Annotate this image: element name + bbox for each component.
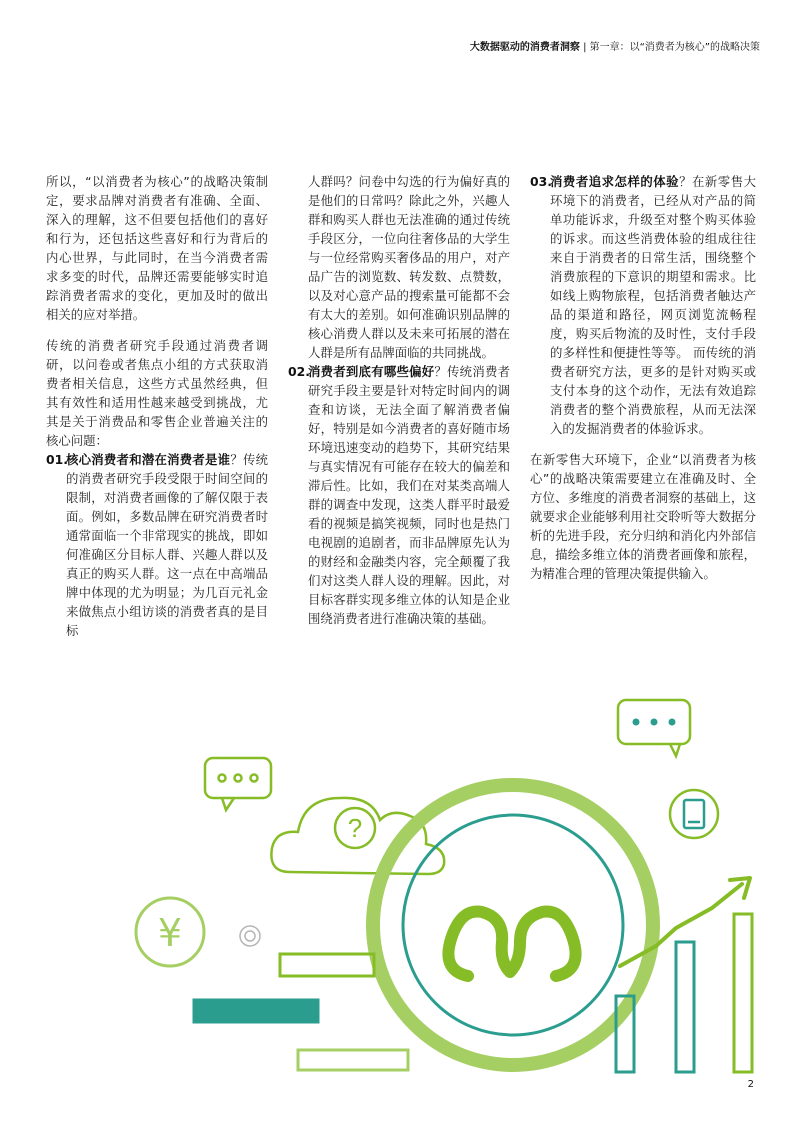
page-header bbox=[470, 38, 760, 53]
column-1 bbox=[46, 172, 268, 640]
item-number: 01. bbox=[46, 452, 68, 467]
paragraph-conclusion: 在新零售大环境下，企业“以消费者为核心”的战略决策需要建立在准确及时、全方位、多维度的消费者洞察的基础上，这就要求企业能够利用社交聆听等大数据分析的先进手段，充分归纳和消化内外部信息，描绘多维立体的消费者画像和旅程，为精准合理的管理决策提供输入。 bbox=[530, 452, 756, 581]
target-icon bbox=[240, 926, 260, 946]
currency-icon bbox=[136, 898, 204, 966]
column-2 bbox=[288, 172, 510, 628]
header-report-title: 大数据驱动的消费者洞察 bbox=[469, 42, 580, 53]
paragraph-intro: 所以，“以消费者为核心”的战略决策制定，要求品牌对消费者有准确、全面、深入的理解，这不但要包括他们的喜好和行为，还包括这些喜好和行为背后的内心世界，与此同时，在当今消费者需求多变的时代，品牌还需要能够实时追踪消费者需求的变化，更加及时的做出相关的应对举措。 bbox=[46, 174, 268, 322]
paragraph-continued: 人群吗？问卷中勾选的行为偏好真的是他们的日常吗？除此之外，兴趣人群和购买人群也无法准确的通过传统手段区分，一位向往奢侈品的大学生与一位经常购买奢侈品的用户，对产品广告的浏览数、转发数、点赞数，以及对心意产品的搜索量可能都不会有太大的差别。如何准确识别品牌的核心消费人群以及未来可拓展的潜在人群是所有品牌面临的共同挑战。 bbox=[308, 174, 510, 360]
column-3 bbox=[530, 172, 756, 595]
item-heading: 核心消费者和潜在消费者是谁 bbox=[66, 452, 231, 467]
message-bubble-icon bbox=[618, 700, 690, 756]
item-body: ？传统消费者研究手段主要是针对特定时间内的调查和访谈，无法全面了解消费者偏好，特别是如今消费者的喜好随市场环境迅速变动的趋势下，其研究结果与真实情况有可能存在较大的偏差和滞后性。比如，我们在对某类高端人群的调查中发现，这类人群平时最爱看的视频是搞笑视频，同时也是热门电视剧的追剧者，而非品牌原先认为的财经和金融类内容，完全颠覆了我们对这类人群人设的理解。因此，对目标客群实现多维立体的认知是企业围绕消费者进行准确决策的基础。 bbox=[308, 364, 510, 626]
item-heading: 消费者到底有哪些偏好 bbox=[308, 364, 435, 379]
paragraph-traditional-research: 传统的消费者研究手段通过消费者调研，以问卷或者焦点小组的方式获取消费者相关信息，这些方式虽然经典，但其有效性和适用性越来越受到挑战，尤其是关于消费品和零售企业普遍关注的核心问题： bbox=[46, 338, 268, 448]
question-mark: ? bbox=[347, 813, 363, 843]
yen-symbol: ¥ bbox=[157, 911, 183, 955]
chat-bubble-icon bbox=[205, 758, 271, 810]
header-chapter: 第一章：以“消费者为核心”的战略决策 bbox=[589, 42, 760, 53]
item-number: 03. bbox=[530, 174, 552, 189]
header-separator: | bbox=[579, 42, 590, 53]
tablet-icon bbox=[670, 790, 718, 838]
consumer-insight-illustration bbox=[0, 680, 800, 1100]
item-number: 02. bbox=[288, 364, 310, 379]
list-item-03 bbox=[530, 172, 756, 438]
item-body: ？在新零售大环境下的消费者，已经从对产品的简单功能诉求，升级至对整个购买体验的诉求。而这些消费体验的组成往往来自于消费者的日常生活，围绕整个消费旅程的下意识的期望和需求。比如线上购物旅程，包括消费者触达产品的渠道和路径，网页浏览流畅程度，购买后物流的及时性，支付手段的多样性和便捷性等等。 而传统的消费者研究方法，更多的是针对购买或支付本身的这个动作，无法有效追踪消费者的整个消费旅程，从而无法深入的发掘消费者的体验诉求。 bbox=[550, 174, 757, 436]
item-body: ？传统的消费者研究手段受限于时间空间的限制，对消费者画像的了解仅限于表面。例如，多数品牌在研究消费者时通常面临一个非常现实的挑战，即如何准确区分目标人群、兴趣人群以及真正的购买人群。这一点在中高端品牌中体现的尤为明显；为几百元礼金来做焦点小组访谈的消费者真的是目标 bbox=[66, 452, 268, 638]
list-item-02 bbox=[288, 362, 510, 628]
list-item-01 bbox=[46, 450, 268, 640]
consumer-ring-logo bbox=[373, 785, 653, 1065]
item-heading: 消费者追求怎样的体验 bbox=[550, 174, 680, 189]
page-number: 2 bbox=[747, 1079, 754, 1090]
question-cloud-icon bbox=[271, 798, 444, 874]
